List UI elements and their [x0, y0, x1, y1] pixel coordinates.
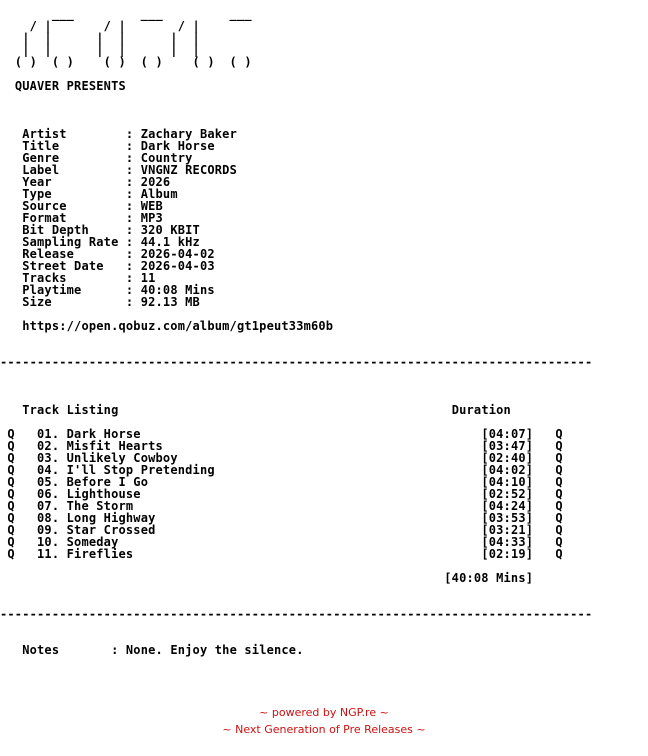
track-title: Long Highway: [66, 511, 156, 525]
track-marker-right: Q: [555, 499, 563, 513]
info-label: Artist: [22, 127, 67, 141]
info-label: Type: [22, 187, 52, 201]
track-title: Dark Horse: [66, 427, 141, 441]
track-number: 03.: [37, 451, 60, 465]
info-value: 2026-04-03: [140, 259, 215, 273]
track-marker-right: Q: [555, 439, 563, 453]
info-separator: :: [125, 259, 134, 273]
album-url[interactable]: https://open.qobuz.com/album/gt1peut33m60b: [22, 319, 334, 333]
info-separator: :: [125, 175, 134, 189]
track-number: 11.: [37, 547, 60, 561]
info-separator: :: [125, 235, 134, 249]
info-separator: :: [125, 247, 134, 261]
separator-bottom: --------------------------------------------------------------------------------: [0, 607, 593, 621]
info-separator: :: [125, 151, 134, 165]
track-title: I'll Stop Pretending: [66, 463, 215, 477]
info-value: 11: [140, 271, 156, 285]
track-marker-right: Q: [555, 547, 563, 561]
footer-powered-by[interactable]: ~ powered by NGP.re ~: [259, 706, 389, 719]
track-number: 05.: [37, 475, 60, 489]
info-separator: :: [125, 199, 134, 213]
track-marker-right: Q: [555, 475, 563, 489]
info-label: Bit Depth: [22, 223, 89, 237]
track-marker-right: Q: [555, 427, 563, 441]
track-duration: [04:10]: [481, 475, 534, 489]
track-marker-right: Q: [555, 487, 563, 501]
track-duration: [04:24]: [481, 499, 534, 513]
track-duration: [04:07]: [481, 427, 534, 441]
notes-line: [0, 643, 304, 657]
info-separator: :: [125, 223, 134, 237]
track-marker-left: Q: [7, 487, 15, 501]
separator-top: --------------------------------------------------------------------------------: [0, 355, 593, 369]
track-marker-right: Q: [555, 451, 563, 465]
logo-art: ___ ___ ___ / | / | / | | | | | | | | | | | | | ( ) ( ) ( ) ( ) ( ) ( ): [14, 7, 252, 69]
info-value: Country: [140, 151, 193, 165]
info-value: 44.1 kHz: [140, 235, 200, 249]
track-number: 09.: [37, 523, 60, 537]
info-value: 320 KBIT: [140, 223, 200, 237]
track-marker-left: Q: [7, 463, 15, 477]
track-marker-left: Q: [7, 499, 15, 513]
info-label: Release: [22, 247, 75, 261]
info-value: MP3: [140, 211, 163, 225]
info-label: Label: [22, 163, 60, 177]
info-value: WEB: [140, 199, 163, 213]
track-marker-right: Q: [555, 511, 563, 525]
total-playtime-line: [0, 571, 533, 585]
info-label: Source: [22, 199, 67, 213]
info-value: 2026-04-02: [140, 247, 215, 261]
track-duration: [04:02]: [481, 463, 534, 477]
notes-text: None. Enjoy the silence.: [125, 643, 304, 657]
footer-tagline: ~ Next Generation of Pre Releases ~: [222, 723, 426, 736]
track-marker-left: Q: [7, 451, 15, 465]
info-separator: :: [125, 139, 134, 153]
track-duration: [03:47]: [481, 439, 534, 453]
track-marker-left: Q: [7, 439, 15, 453]
track-list: [0, 427, 563, 561]
track-number: 10.: [37, 535, 60, 549]
info-separator: :: [125, 271, 134, 285]
info-separator: :: [125, 283, 134, 297]
track-marker-left: Q: [7, 535, 15, 549]
track-number: 01.: [37, 427, 60, 441]
info-label: Year: [22, 175, 52, 189]
info-separator: :: [125, 211, 134, 225]
track-marker-left: Q: [7, 475, 15, 489]
track-marker-left: Q: [7, 523, 15, 537]
info-separator: :: [125, 163, 134, 177]
notes-label: Notes: [22, 643, 60, 657]
info-label: Tracks: [22, 271, 67, 285]
track-number: 06.: [37, 487, 60, 501]
info-value: Zachary Baker: [140, 127, 237, 141]
info-label: Format: [22, 211, 67, 225]
track-listing-header: [0, 403, 511, 417]
track-title: Unlikely Cowboy: [66, 451, 178, 465]
track-title: The Storm: [66, 499, 134, 513]
track-marker-right: Q: [555, 463, 563, 477]
total-playtime: [40:08 Mins]: [444, 571, 534, 585]
release-info-block: [0, 127, 237, 309]
info-value: VNGNZ RECORDS: [140, 163, 237, 177]
track-title: Lighthouse: [66, 487, 141, 501]
info-label: Size: [22, 295, 52, 309]
track-number: 07.: [37, 499, 60, 513]
track-marker-left: Q: [7, 547, 15, 561]
info-value: Album: [140, 187, 178, 201]
track-marker-right: Q: [555, 523, 563, 537]
info-label: Street Date: [22, 259, 104, 273]
track-title: Misfit Hearts: [66, 439, 163, 453]
track-duration: [03:53]: [481, 511, 534, 525]
track-title: Before I Go: [66, 475, 149, 489]
notes-separator: :: [111, 643, 119, 657]
track-duration: [02:40]: [481, 451, 534, 465]
track-duration: [03:21]: [481, 523, 534, 537]
track-duration: [02:19]: [481, 547, 534, 561]
track-duration: [04:33]: [481, 535, 534, 549]
track-number: 04.: [37, 463, 60, 477]
track-title: Fireflies: [66, 547, 134, 561]
track-title: Someday: [66, 535, 119, 549]
info-label: Sampling Rate: [22, 235, 119, 249]
track-listing-heading: Track Listing: [22, 403, 119, 417]
info-label: Genre: [22, 151, 60, 165]
info-label: Playtime: [22, 283, 82, 297]
track-duration: [02:52]: [481, 487, 534, 501]
track-marker-right: Q: [555, 535, 563, 549]
presents-title: QUAVER PRESENTS: [14, 79, 126, 93]
duration-heading: Duration: [451, 403, 511, 417]
info-value: 92.13 MB: [140, 295, 200, 309]
info-value: 2026: [140, 175, 171, 189]
info-separator: :: [125, 187, 134, 201]
track-marker-left: Q: [7, 427, 15, 441]
info-value: Dark Horse: [140, 139, 215, 153]
info-value: 40:08 Mins: [140, 283, 215, 297]
track-number: 08.: [37, 511, 60, 525]
track-number: 02.: [37, 439, 60, 453]
footer: [0, 704, 648, 738]
track-marker-left: Q: [7, 511, 15, 525]
info-separator: :: [125, 295, 134, 309]
track-row: [0, 547, 563, 561]
info-label: Title: [22, 139, 60, 153]
info-separator: :: [125, 127, 134, 141]
nfo-document: [0, 8, 648, 656]
track-title: Star Crossed: [66, 523, 156, 537]
